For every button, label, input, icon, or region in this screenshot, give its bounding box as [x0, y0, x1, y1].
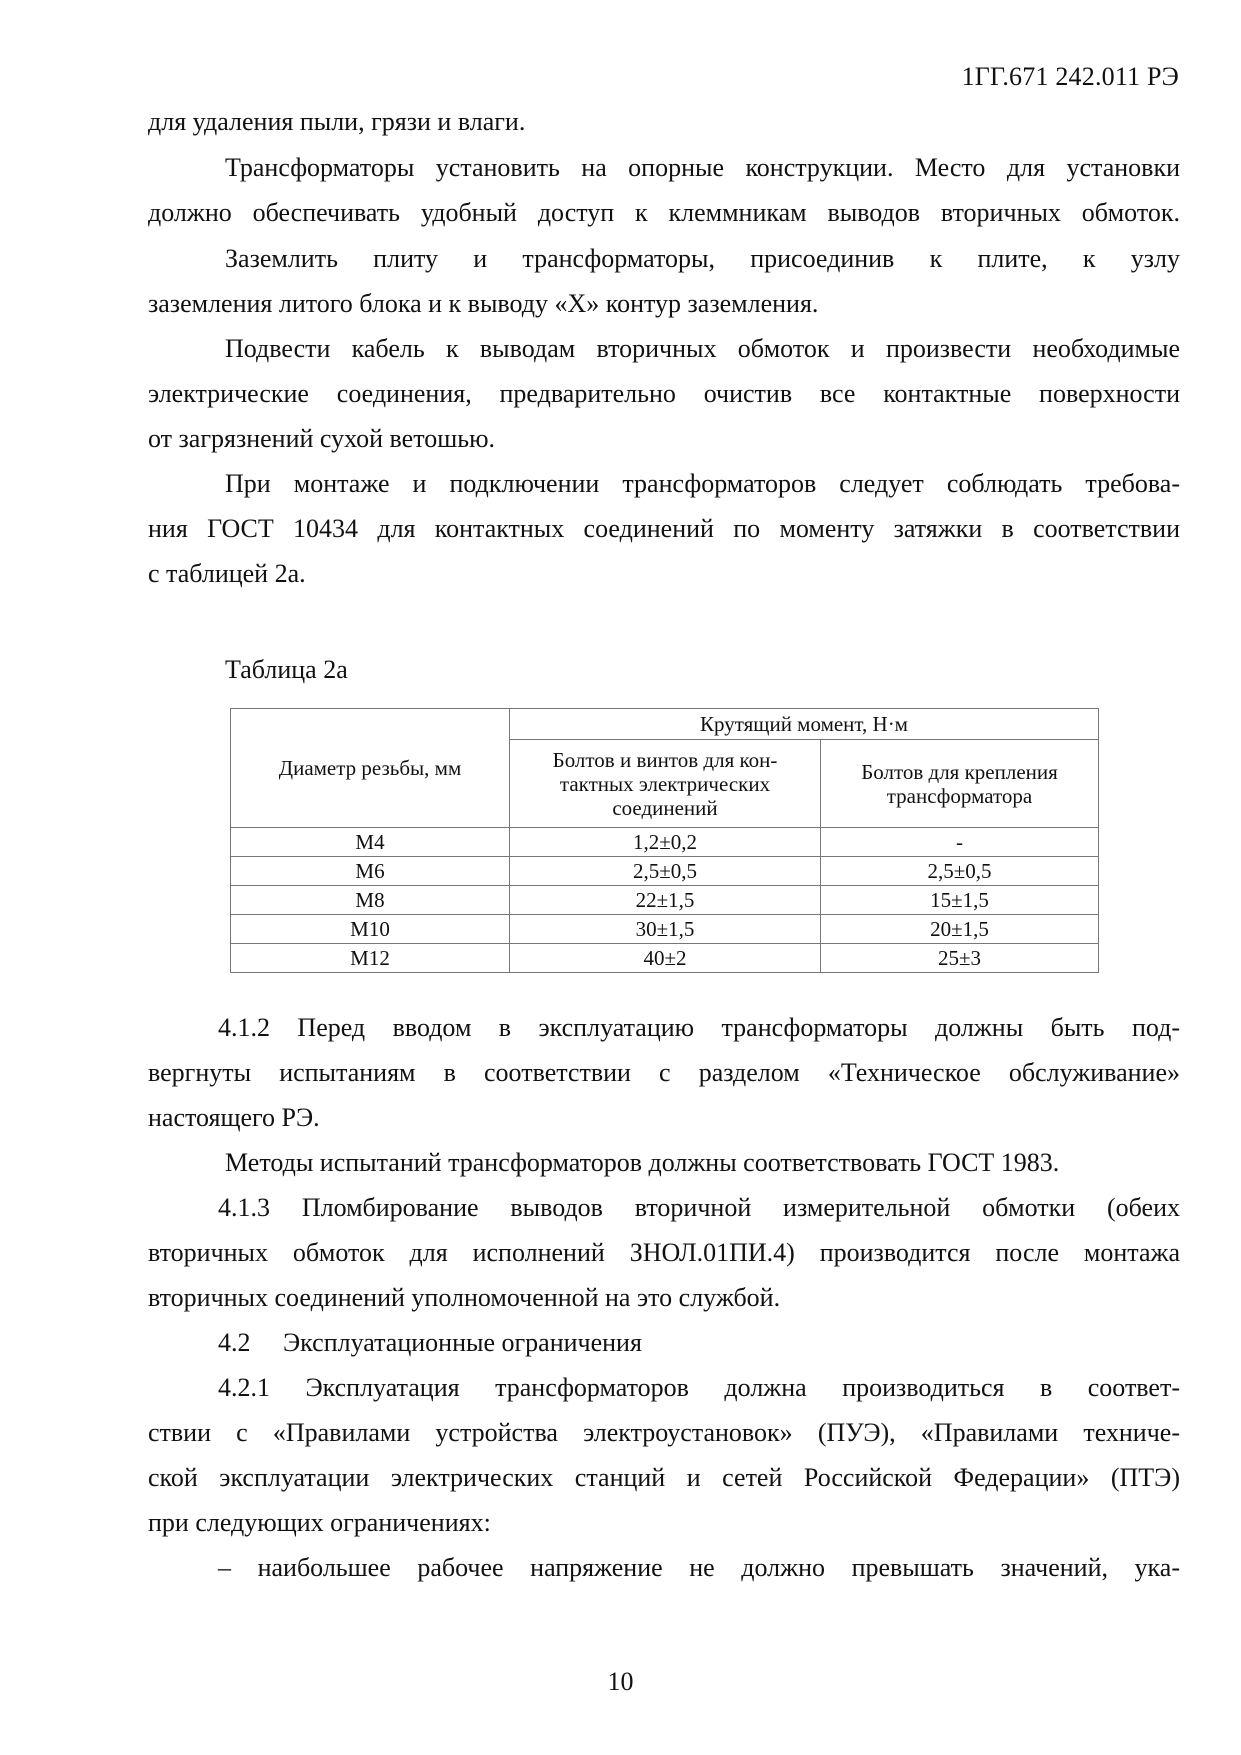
text-line: электрические соединения, предварительно очистив все контактные поверхности	[148, 379, 1180, 408]
text-line: настоящего РЭ.	[148, 1103, 320, 1132]
section-4-1-2: 4.1.2 Перед вводом в эксплуатацию трансформаторы должны быть под-	[218, 1013, 1180, 1042]
list-item: – наибольшее рабочее напряжение не должно превышать значений, ука-	[218, 1553, 1180, 1582]
text-line: вторичных обмоток для исполнений ЗНОЛ.01ПИ.4) производится после монтажа	[148, 1238, 1180, 1267]
text-line: Методы испытаний трансформаторов должны соответствовать ГОСТ 1983.	[225, 1148, 1060, 1177]
table-row: М6 2,5±0,5 2,5±0,5	[231, 857, 1099, 886]
text-line: вторичных соединений уполномоченной на это службой.	[148, 1283, 781, 1312]
text-line: При монтаже и подключении трансформаторов следует соблюдать требова-	[225, 469, 1180, 498]
text-line: от загрязнений сухой ветошью.	[148, 424, 496, 453]
header-mounting-bolts: Болтов для крепления трансформатора	[821, 740, 1099, 828]
text-line: ской эксплуатации электрических станций и сетей Российской Федерации» (ПТЭ)	[148, 1463, 1180, 1492]
table-row: М8 22±1,5 15±1,5	[231, 886, 1099, 915]
section-4-2-heading: 4.2 Эксплуатационные ограничения	[218, 1328, 642, 1357]
section-4-1-3: 4.1.3 Пломбирование выводов вторичной измерительной обмотки (обеих	[218, 1193, 1180, 1222]
page-number: 10	[607, 1667, 634, 1696]
document-code: 1ГГ.671 242.011 РЭ	[961, 62, 1179, 91]
torque-table	[230, 708, 1099, 973]
table-row: М4 1,2±0,2 -	[231, 828, 1099, 857]
table-row: М10 30±1,5 20±1,5	[231, 915, 1099, 944]
section-4-2-1: 4.2.1 Эксплуатация трансформаторов должна производиться в соответ-	[218, 1373, 1180, 1402]
text-line: заземления литого блока и к выводу «Х» контур заземления.	[148, 289, 819, 318]
text-line: с таблицей 2а.	[148, 559, 306, 588]
text-line: должно обеспечивать удобный доступ к клеммникам выводов вторичных обмоток.	[148, 198, 1180, 227]
text-line: Заземлить плиту и трансформаторы, присоединив к плите, к узлу	[225, 244, 1180, 273]
table-caption: Таблица 2а	[225, 655, 348, 684]
header-thread-diameter: Диаметр резьбы, мм	[231, 709, 510, 828]
text-line: при следующих ограничениях:	[148, 1508, 491, 1537]
text-line: Трансформаторы установить на опорные конструкции. Место для установки	[225, 153, 1180, 182]
text-line: для удаления пыли, грязи и влаги.	[148, 107, 526, 136]
text-line: ния ГОСТ 10434 для контактных соединений по моменту затяжки в соответствии	[148, 514, 1180, 543]
table-row: М12 40±2 25±3	[231, 944, 1099, 973]
text-line: вергнуты испытаниям в соответствии с разделом «Техническое обслуживание»	[148, 1058, 1180, 1087]
text-line: ствии с «Правилами устройства электроустановок» (ПУЭ), «Правилами техниче-	[148, 1418, 1180, 1447]
header-contact-bolts: Болтов и винтов для кон- тактных электрических соединений	[510, 740, 821, 828]
header-torque-group: Крутящий момент, Н·м	[510, 709, 1099, 740]
text-line: Подвести кабель к выводам вторичных обмоток и произвести необходимые	[225, 334, 1180, 363]
